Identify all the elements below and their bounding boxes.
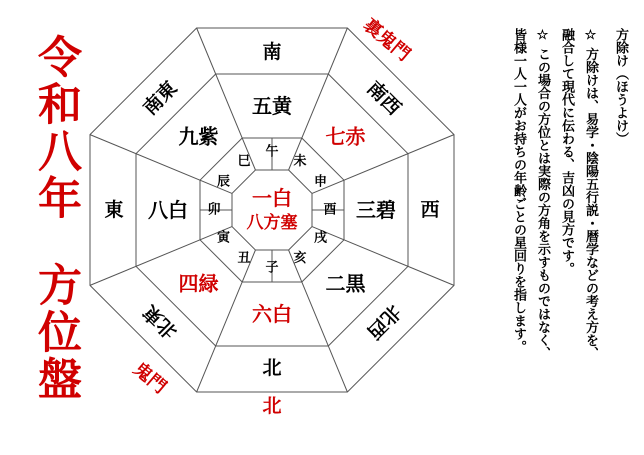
star-label: 五黄 (252, 94, 292, 118)
title-line-1: 令和八年 (30, 34, 81, 222)
ura-kimon-label: 裏鬼門 (359, 14, 415, 66)
notes-panel (506, 28, 632, 438)
zodiac-label: 未 (293, 154, 307, 169)
direction-label: 北 (262, 357, 282, 379)
direction-label: 東 (104, 199, 124, 221)
zodiac-label: 寅 (216, 230, 231, 246)
star-label: 三碧 (356, 198, 396, 222)
zodiac-label: 酉 (323, 202, 337, 218)
center-octagon (232, 170, 312, 250)
sector-divider (197, 28, 256, 170)
direction-label: 南西 (362, 77, 405, 120)
note-line: ☆ この場合の方位とは実際の方角を示すものではなく、 (535, 28, 550, 360)
title-line-2: 方位盤 (30, 262, 81, 403)
kimon-label: 鬼門 (129, 358, 171, 398)
direction-label: 南 (262, 41, 282, 63)
zodiac-label: 亥 (293, 251, 307, 266)
outer-octagon (90, 28, 454, 392)
zodiac-label: 辰 (216, 174, 231, 190)
star-label: 六白 (252, 302, 292, 326)
note-line: 融合して現代に伝わる、吉凶の見方です。 (559, 28, 574, 275)
board-grid (90, 28, 454, 392)
zodiac-label: 申 (313, 174, 328, 190)
star-label: 九紫 (178, 124, 219, 149)
zodiac-label: 戌 (313, 230, 328, 246)
sector-divider (289, 28, 348, 170)
zodiac-label: 卯 (207, 202, 221, 218)
direction-label: 南東 (139, 77, 182, 120)
center-star: 一白 (252, 186, 292, 210)
north-red-label: 北 (262, 395, 282, 417)
star-label: 七赤 (325, 124, 366, 149)
notes-title: 方除け（ほうよけ） (613, 28, 628, 145)
zodiac-label: 子 (265, 260, 279, 276)
star-label: 二黒 (325, 271, 366, 296)
zodiac-label: 巳 (237, 154, 251, 169)
direction-label: 北東 (139, 300, 182, 343)
zodiac-label: 丑 (237, 251, 251, 266)
note-line: ☆ 方除けは、易学・陰陽五行説・暦学などの考え方を、 (583, 28, 598, 360)
direction-label: 北西 (362, 300, 405, 343)
center-label: 八方塞 (246, 213, 298, 233)
note-line: 皆様一人一人がお持ちの年齢ごとの星回りを指します。 (511, 28, 526, 353)
star-label: 八白 (148, 198, 188, 222)
direction-label: 西 (420, 199, 440, 221)
star-label: 四緑 (178, 271, 219, 296)
zodiac-label: 午 (265, 144, 279, 160)
